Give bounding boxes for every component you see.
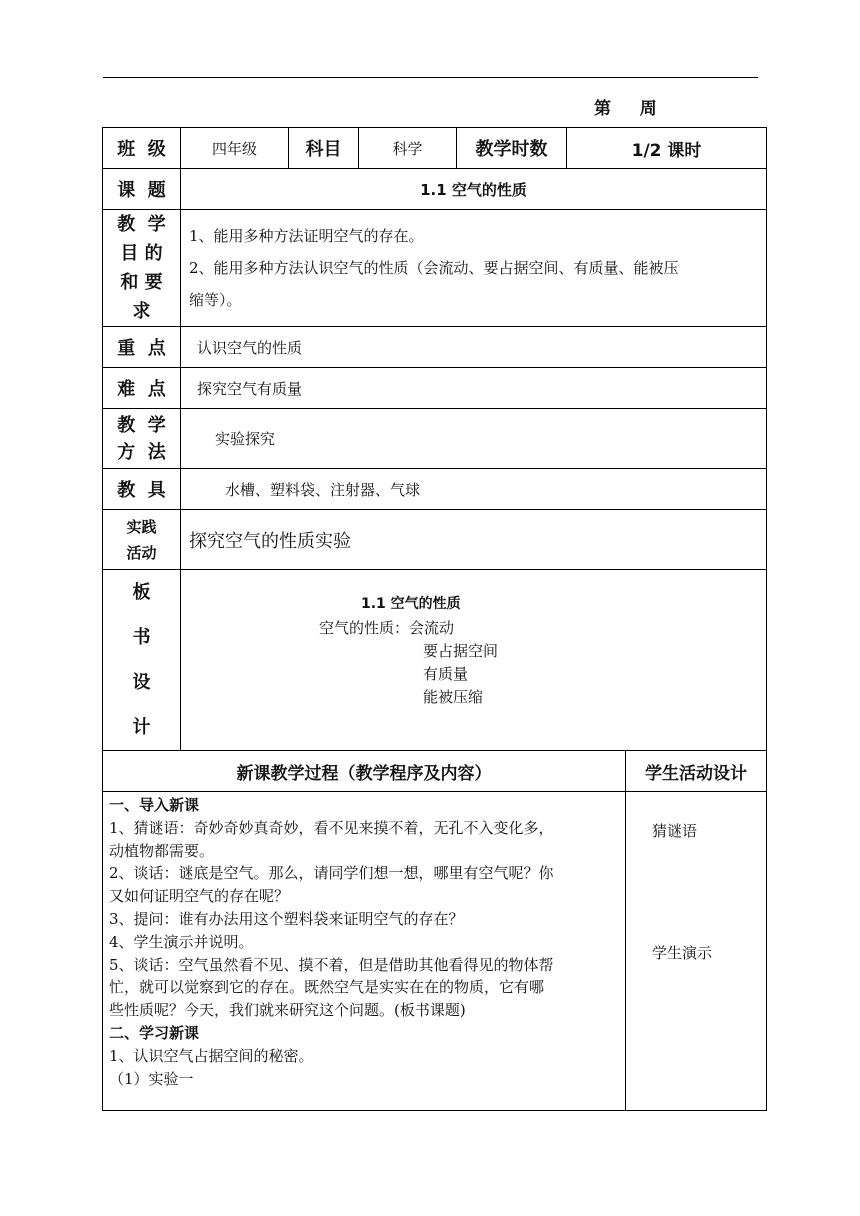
- method-row: [103, 409, 767, 469]
- board-label-line: 板: [132, 582, 151, 603]
- activity-item: 猜谜语: [652, 822, 698, 840]
- process-line: 些性质呢？今天，我们就来研究这个问题。(板书课题): [109, 1001, 466, 1020]
- process-header-row: [103, 751, 767, 792]
- process-line: 又如何证明空气的存在呢？: [109, 887, 290, 906]
- header-rule: [103, 77, 758, 78]
- practice-label-line: 活动: [126, 543, 157, 562]
- objectives-label: [103, 210, 181, 327]
- board-row: [103, 570, 767, 751]
- process-line: 一、导入新课: [109, 796, 200, 814]
- method-label-line: 教 学: [117, 414, 166, 436]
- lesson-plan-table: [102, 127, 767, 1111]
- key-point-row: [103, 327, 767, 368]
- board-line: 空气的性质：会流动: [319, 619, 455, 637]
- process-line: 4、学生演示并说明。: [109, 932, 254, 951]
- difficulty-row: [103, 368, 767, 409]
- activity-content: [626, 792, 767, 1111]
- process-content: [103, 792, 626, 1111]
- process-line: 3、提问：谁有办法用这个塑料袋来证明空气的存在？: [109, 909, 464, 928]
- week-label: [594, 94, 658, 119]
- board-title: 1.1 空气的性质: [361, 596, 461, 612]
- subject-label: 科目: [289, 128, 359, 169]
- difficulty-label: 难 点: [103, 368, 181, 409]
- difficulty-value: 探究空气有质量: [181, 368, 767, 409]
- objective-item: 缩等）。: [189, 291, 242, 309]
- method-label-line: 方 法: [117, 441, 166, 463]
- board-label-line: 计: [132, 717, 151, 738]
- class-label: 班 级: [103, 128, 181, 169]
- class-value: 四年级: [181, 128, 289, 169]
- week-prefix: 第: [594, 99, 612, 119]
- board-label-line: 设: [132, 672, 151, 693]
- topic-label: 课 题: [103, 169, 181, 210]
- topic-value: 1.1 空气的性质: [181, 169, 767, 210]
- objectives-label-line: 和 要: [120, 272, 163, 293]
- tools-row: [103, 469, 767, 510]
- tools-value: 水槽、塑料袋、注射器、气球: [181, 469, 767, 510]
- tools-label: 教 具: [103, 469, 181, 510]
- board-label-line: 书: [132, 627, 151, 648]
- process-line: 5、谈话：空气虽然看不见、摸不着，但是借助其他看得见的物体帮: [109, 955, 554, 974]
- week-suffix: 周: [639, 99, 658, 119]
- practice-label: [103, 510, 181, 570]
- process-line: （1）实验一: [109, 1069, 194, 1088]
- objective-item: 2、能用多种方法认识空气的性质（会流动、要占据空间、有质量、能被压: [189, 259, 679, 277]
- objective-item: 1、能用多种方法证明空气的存在。: [189, 227, 424, 245]
- process-line: 1、认识空气占据空间的秘密。: [109, 1046, 314, 1065]
- process-line: 2、谈话：谜底是空气。那么，请同学们想一想，哪里有空气呢？你: [109, 864, 554, 883]
- objectives-row: [103, 210, 767, 327]
- activity-header: 学生活动设计: [626, 751, 767, 792]
- practice-label-line: 实践: [126, 517, 157, 536]
- process-line: 忙，就可以觉察到它的存在。既然空气是实实在在的物质，它有哪: [109, 978, 545, 997]
- board-label: [103, 570, 181, 751]
- objectives-content: [181, 210, 767, 327]
- board-line: 有质量: [423, 665, 469, 683]
- objectives-label-line: 求: [132, 301, 151, 322]
- info-row: [103, 128, 767, 169]
- process-row: [103, 792, 767, 1111]
- board-line: 能被压缩: [423, 688, 484, 706]
- board-line: 要占据空间: [423, 642, 499, 660]
- hours-value: 1/2 课时: [567, 128, 767, 169]
- process-line: 动植物都需要。: [109, 841, 215, 860]
- practice-value: 探究空气的性质实验: [181, 510, 767, 570]
- key-point-value: 认识空气的性质: [181, 327, 767, 368]
- board-content: [181, 570, 767, 751]
- objectives-label-line: 目 的: [120, 243, 163, 264]
- process-line: 二、学习新课: [109, 1023, 200, 1042]
- process-header: 新课教学过程（教学程序及内容）: [103, 751, 626, 792]
- topic-row: [103, 169, 767, 210]
- process-line: 1、猜谜语：奇妙奇妙真奇妙，看不见来摸不着，无孔不入变化多，: [109, 818, 554, 837]
- hours-label: 教学时数: [457, 128, 567, 169]
- key-point-label: 重 点: [103, 327, 181, 368]
- subject-value: 科学: [359, 128, 457, 169]
- activity-item: 学生演示: [652, 944, 713, 962]
- method-label: [103, 409, 181, 469]
- objectives-label-line: 教 学: [117, 214, 166, 235]
- practice-row: [103, 510, 767, 570]
- method-value: 实验探究: [181, 409, 767, 469]
